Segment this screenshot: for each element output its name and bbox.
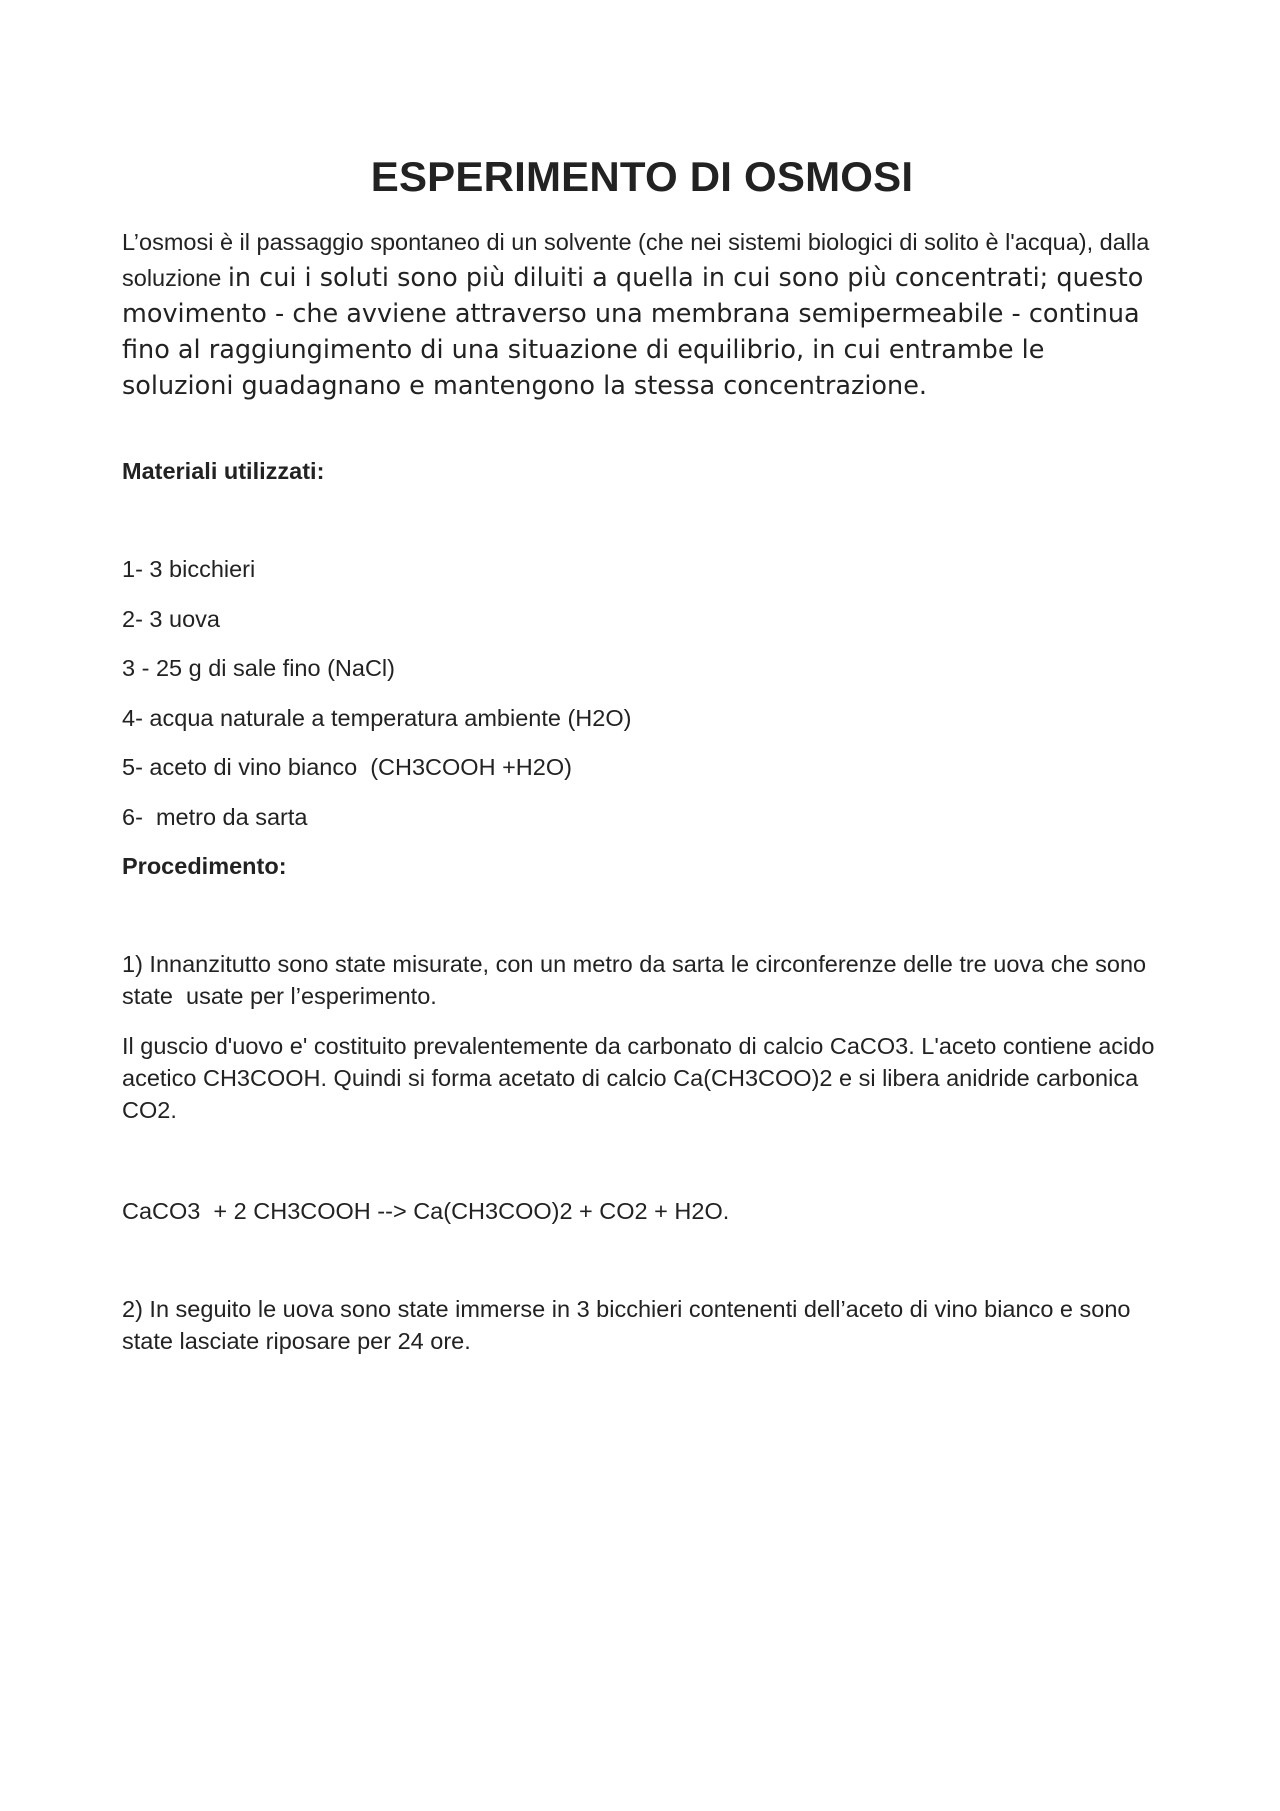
page-title: ESPERIMENTO DI OSMOSI [370, 153, 914, 200]
chemical-equation: CaCO3 + 2 CH3COOH --> Ca(CH3COO)2 + CO2 + H2O. [122, 1198, 730, 1224]
material-item: 5- aceto di vino bianco (CH3COOH +H2O) [122, 754, 572, 780]
procedure-explanation: Il guscio d'uovo e' costituito prevalentemente da carbonato di calcio CaCO3. L'aceto contiene acido acetico CH3COOH. Quindi si forma acetato di calcio Ca(CH3COO)2 e si libera anidride carbonica CO2. [122, 1033, 1161, 1123]
material-item: 2- 3 uova [122, 606, 220, 632]
procedure-step-2: 2) In seguito le uova sono state immerse in 3 bicchieri contenenti dell’aceto di vino bianco e sono state lasciate riposare per 24 ore. [122, 1296, 1138, 1354]
materials-heading: Materiali utilizzati: [122, 458, 325, 484]
procedure-step-1: 1) Innanzitutto sono state misurate, con un metro da sarta le circonferenze delle tre uova che sono state usate per l’esperimento. [122, 951, 1153, 1009]
material-item: 6- metro da sarta [122, 804, 308, 830]
intro-text-part1: L’osmosi è il passaggio spontaneo di un solvente (che nei sistemi biologici di solito è l'acqua), dalla soluzione [122, 229, 1150, 291]
material-item: 3 - 25 g di sale fino (NaCl) [122, 655, 395, 681]
procedure-heading: Procedimento: [122, 853, 287, 879]
intro-paragraph [122, 224, 1162, 404]
material-item: 4- acqua naturale a temperatura ambiente (H2O) [122, 705, 632, 731]
material-item: 1- 3 bicchieri [122, 556, 256, 582]
intro-text-part2: in cui i soluti sono più diluiti a quella in cui sono più concentrati; questo movimento - che avviene attraverso una membrana semipermeabile - continua fino al raggiungimento di una situazione di equilibrio, in cui entrambe le soluzioni guadagnano e mantengono la stessa concentrazione. [122, 263, 1144, 401]
